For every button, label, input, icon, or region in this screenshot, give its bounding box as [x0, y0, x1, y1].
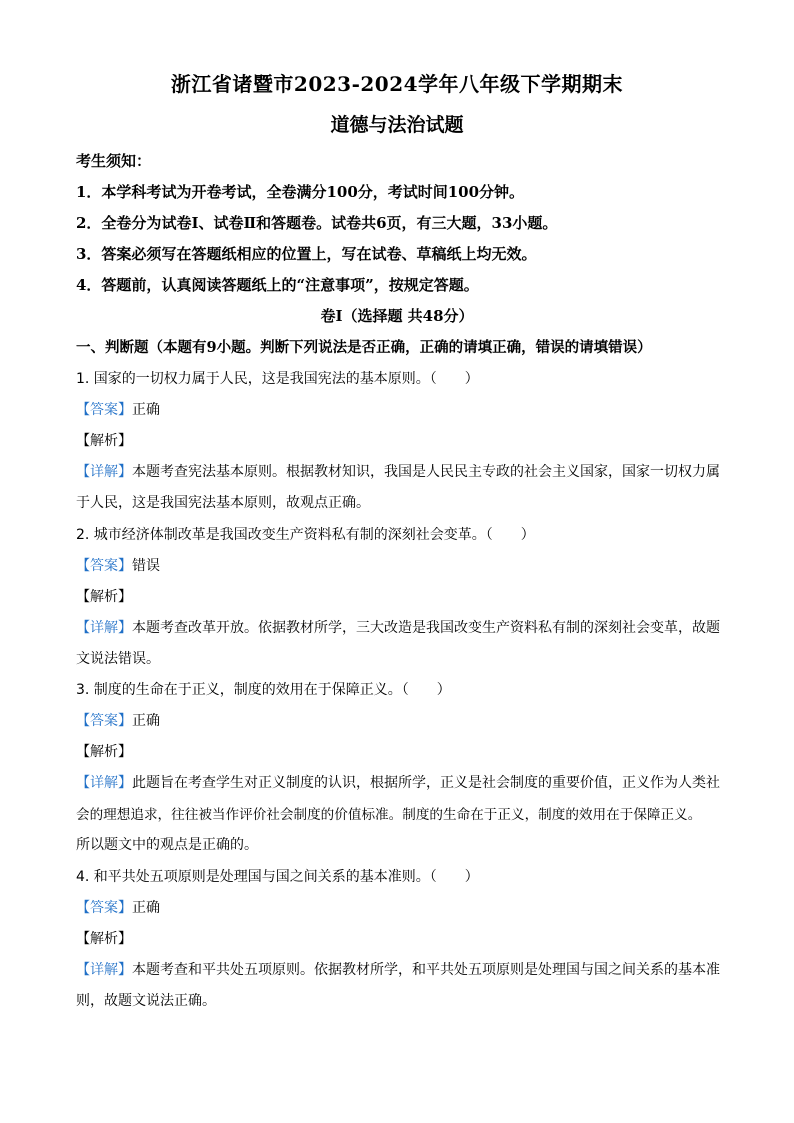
answer-tag: 【答案】: [76, 402, 132, 418]
detail-text: 此题旨在考查学生对正义制度的认识，根据所学，正义是社会制度的重要价值，正义作为人类社: [132, 775, 720, 791]
detail-tag: 【详解】: [76, 962, 132, 978]
analysis-tag: 【解析】: [76, 589, 132, 605]
detail-line: [76, 461, 720, 481]
document-title: 浙江省诸暨市2023-2024学年八年级下学期期末: [170, 72, 624, 96]
answer-tag: 【答案】: [76, 558, 132, 574]
analysis-tag: 【解析】: [76, 433, 132, 449]
answer-value: 正确: [132, 713, 160, 729]
question-stem: 1. 国家的一切权力属于人民，这是我国宪法的基本原则。（ ）: [76, 371, 479, 387]
detail-line: 所以题文中的观点是正确的。: [76, 837, 258, 853]
question-stem: 3. 制度的生命在于正义，制度的效用在于保障正义。（ ）: [76, 682, 451, 698]
answer-tag: 【答案】: [76, 900, 132, 916]
notice-item: 1．本学科考试为开卷考试，全卷满分100分，考试时间100分钟。: [76, 183, 525, 201]
document-subtitle: 道德与法治试题: [330, 114, 464, 136]
detail-text: 本题考查宪法基本原则。根据教材知识，我国是人民民主专政的社会主义国家，国家一切权力属: [132, 464, 720, 480]
notice-item: 3．答案必须写在答题纸相应的位置上，写在试卷、草稿纸上均无效。: [76, 245, 537, 263]
detail-line: [76, 772, 720, 792]
notice-item: 4．答题前，认真阅读答题纸上的“注意事项”，按规定答题。: [76, 276, 479, 294]
answer-value: 正确: [132, 402, 160, 418]
answer-row: [76, 555, 160, 575]
answer-row: [76, 399, 160, 419]
detail-line: 会的理想追求，往往被当作评价社会制度的价值标准。制度的生命在于正义，制度的效用在于保障正义。: [76, 807, 702, 823]
question-stem: 2. 城市经济体制改革是我国改变生产资料私有制的深刻社会变革。（ ）: [76, 527, 535, 543]
detail-line: [76, 959, 720, 979]
detail-line: 则，故题文说法正确。: [76, 993, 216, 1009]
section-title: 卷Ⅰ（选择题 共48分）: [320, 307, 474, 325]
detail-tag: 【详解】: [76, 775, 132, 791]
detail-line: 文说法错误。: [76, 651, 160, 667]
answer-tag: 【答案】: [76, 713, 132, 729]
answer-value: 正确: [132, 900, 160, 916]
part-heading: 一、判断题（本题有9小题。判断下列说法是否正确，正确的请填正确，错误的请填错误）: [76, 339, 652, 356]
notice-item: 2．全卷分为试卷Ⅰ、试卷Ⅱ和答题卷。试卷共6页，有三大题，33小题。: [76, 214, 558, 232]
detail-tag: 【详解】: [76, 464, 132, 480]
answer-value: 错误: [132, 558, 160, 574]
notice-heading: 考生须知：: [76, 152, 152, 170]
detail-line: 于人民，这是我国宪法基本原则，故观点正确。: [76, 495, 370, 511]
detail-tag: 【详解】: [76, 620, 132, 636]
detail-line: [76, 617, 720, 637]
answer-row: [76, 897, 160, 917]
detail-text: 本题考查和平共处五项原则。依据教材所学，和平共处五项原则是处理国与国之间关系的基本准: [132, 962, 720, 978]
detail-text: 本题考查改革开放。依据教材所学，三大改造是我国改变生产资料私有制的深刻社会变革，故题: [132, 620, 720, 636]
question-stem: 4. 和平共处五项原则是处理国与国之间关系的基本准则。（ ）: [76, 869, 479, 885]
analysis-tag: 【解析】: [76, 931, 132, 947]
analysis-tag: 【解析】: [76, 744, 132, 760]
answer-row: [76, 710, 160, 730]
